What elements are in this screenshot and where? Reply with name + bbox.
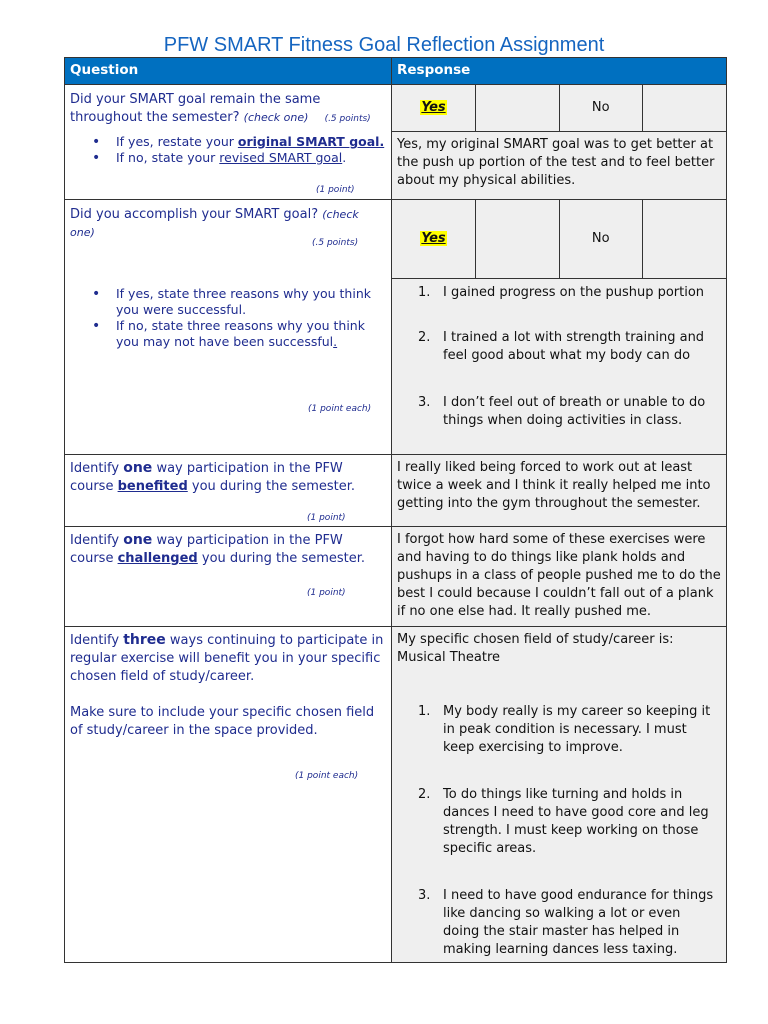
instruction-list bbox=[70, 134, 386, 166]
points-label: (1 point) bbox=[307, 588, 346, 598]
no-checkbox[interactable] bbox=[643, 200, 727, 278]
yes-checkbox[interactable] bbox=[476, 85, 560, 131]
list-item: 1. I gained progress on the pushup portion bbox=[418, 285, 705, 300]
list-item: 2. To do things like turning and holds in dances I need to have good core and leg strength. I must keep working on those specific areas. bbox=[418, 787, 709, 856]
link-text: original SMART goal. bbox=[237, 134, 385, 149]
reflection-table bbox=[64, 57, 727, 963]
question-cell bbox=[65, 455, 392, 527]
list-item: • If no, state your revised SMART goal. bbox=[70, 150, 386, 166]
response-cell bbox=[392, 85, 727, 200]
question-text: Identify one way participation in the PFW course benefited you during the semester. bbox=[70, 460, 356, 494]
question-cell bbox=[65, 200, 392, 455]
response-intro: My specific chosen field of study/career is: Musical Theatre bbox=[397, 632, 674, 665]
instruction-list bbox=[70, 286, 386, 350]
table-header-row bbox=[65, 58, 727, 85]
question-cell bbox=[65, 627, 392, 963]
points-label: (1 point each) bbox=[295, 771, 359, 781]
table-row bbox=[65, 627, 727, 963]
points-label: (1 point each) bbox=[308, 404, 372, 414]
list-item: 1. My body really is my career so keeping it in peak condition is necessary. I must keep exercising to improve. bbox=[418, 704, 711, 755]
yes-checkbox[interactable] bbox=[476, 200, 560, 278]
page-title: PFW SMART Fitness Goal Reflection Assignment bbox=[163, 34, 605, 56]
question-cell bbox=[65, 85, 392, 200]
table-row bbox=[65, 527, 727, 627]
list-item: 3. I need to have good endurance for things like dancing so walking a lot or even doing the stair master has helped in making learning dances less taxing. bbox=[418, 888, 714, 957]
table-row bbox=[65, 455, 727, 527]
question-text: Did your SMART goal remain the same throughout the semester? bbox=[70, 92, 321, 125]
points-label: (.5 points) bbox=[324, 114, 371, 124]
points-label: (1 point) bbox=[307, 513, 346, 523]
list-item: 3. I don’t feel out of breath or unable to do things when doing activities in class. bbox=[418, 395, 706, 428]
no-checkbox[interactable] bbox=[643, 85, 727, 131]
response-text: I really liked being forced to work out at least twice a week and I think it really helped me into getting into the gym throughout the semester. bbox=[397, 460, 711, 511]
table-row bbox=[65, 200, 727, 455]
yes-no-selector bbox=[392, 200, 726, 278]
yes-option[interactable]: Yes bbox=[392, 200, 476, 278]
question-cell bbox=[65, 527, 392, 627]
list-item: • If yes, state three reasons why you think you were successful. bbox=[70, 286, 386, 318]
no-option[interactable]: No bbox=[559, 85, 643, 131]
reasons-list bbox=[392, 278, 726, 430]
points-label: (.5 points) bbox=[312, 238, 359, 248]
list-item: • If yes, restate your original SMART goal. bbox=[70, 134, 386, 150]
response-cell bbox=[392, 200, 727, 455]
response-cell bbox=[392, 455, 727, 527]
header-response: Response bbox=[392, 58, 727, 85]
yes-no-selector bbox=[392, 85, 726, 131]
check-one-note: (check one) bbox=[70, 208, 359, 239]
no-option[interactable]: No bbox=[559, 200, 643, 278]
header-question: Question bbox=[65, 58, 392, 85]
table-row bbox=[65, 85, 727, 200]
list-item: 2. I trained a lot with strength training and feel good about what my body can do bbox=[418, 330, 705, 363]
link-text: revised SMART goal bbox=[219, 150, 343, 165]
response-text: I forgot how hard some of these exercises were and having to do things like plank holds and pushups in a class of people pushed me to do the best I could because I couldn’t fall out of a plank if no one else had. It really pushed me. bbox=[397, 532, 721, 619]
question-note: Make sure to include your specific chosen field of study/career in the space provided. bbox=[70, 705, 375, 738]
response-cell bbox=[392, 527, 727, 627]
points-label: (1 point) bbox=[316, 185, 355, 195]
response-cell bbox=[392, 627, 727, 963]
question-text: Identify three ways continuing to participate in regular exercise will benefit you in your specific chosen field of study/career. bbox=[70, 632, 384, 684]
question-text: Did you accomplish your SMART goal? bbox=[70, 207, 319, 222]
question-text: Identify one way participation in the PFW course challenged you during the semester. bbox=[70, 532, 366, 566]
yes-option[interactable]: Yes bbox=[392, 85, 476, 131]
response-text: Yes, my original SMART goal was to get better at the push up portion of the test and to feel better about my physical abilities. bbox=[392, 131, 726, 194]
benefits-list bbox=[392, 703, 726, 959]
check-one-note: (check one) bbox=[243, 111, 309, 124]
list-item: • If no, state three reasons why you think you may not have been successful. bbox=[70, 318, 386, 350]
